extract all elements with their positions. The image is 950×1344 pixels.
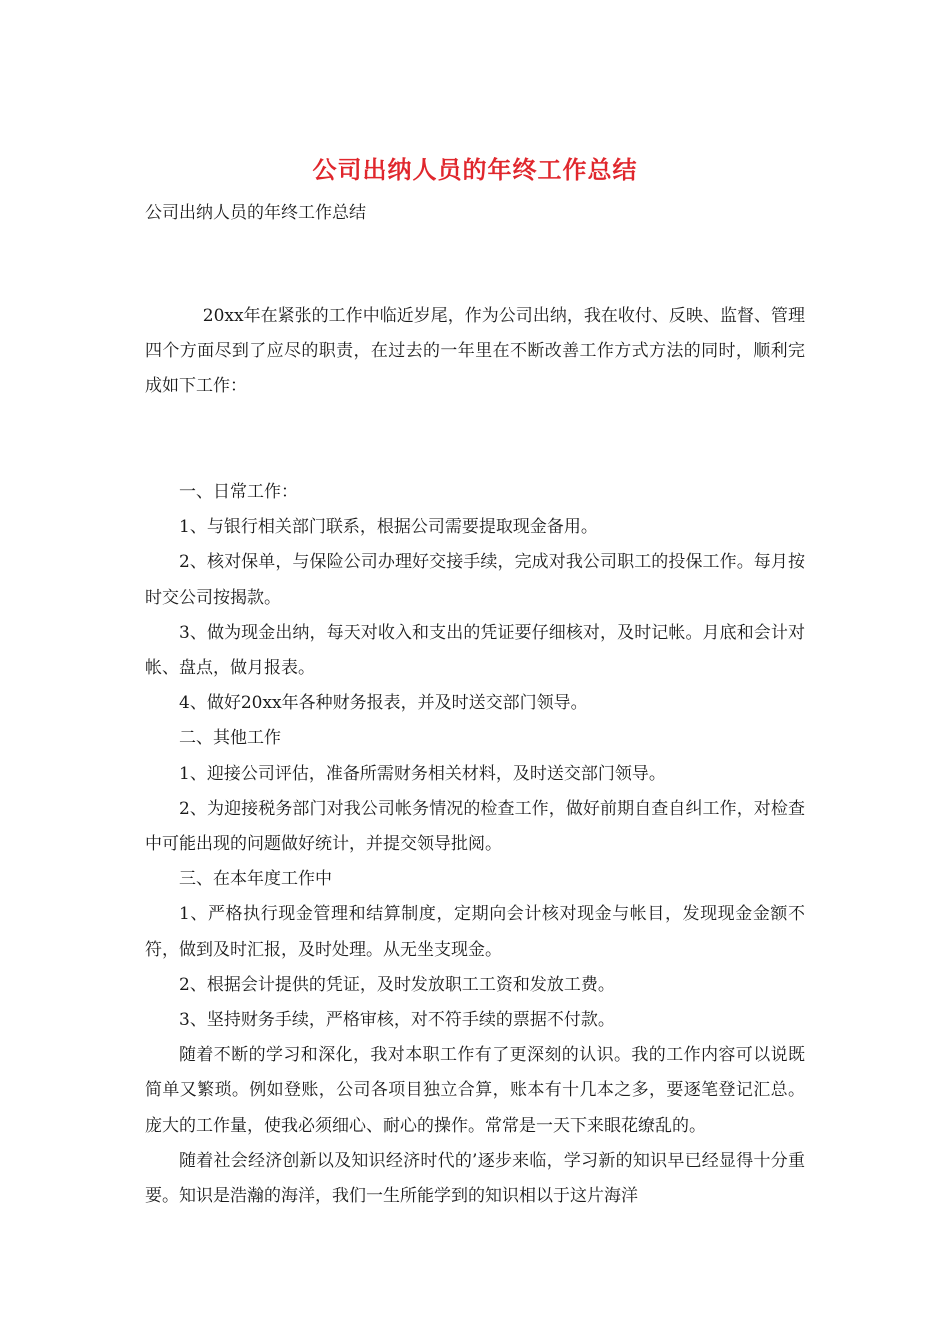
list-item: 1、严格执行现金管理和结算制度，定期向会计核对现金与帐目，发现现金金额不符，做到及时汇报，及时处理。从无坐支现金。: [145, 904, 805, 960]
section-heading-daily-work: 一、日常工作：: [179, 482, 298, 502]
list-item: 1、迎接公司评估，准备所需财务相关材料，及时送交部门领导。: [179, 763, 666, 784]
list-item: 3、坚持财务手续，严格审核，对不符手续的票据不付款。: [179, 1010, 615, 1031]
list-item: 2、核对保单，与保险公司办理好交接手续，完成对我公司职工的投保工作。每月按时交公司按揭款。: [145, 552, 805, 608]
paragraph: 随着社会经济创新以及知识经济时代的’逐步来临，学习新的知识早已经显得十分重要。知识是浩瀚的海洋，我们一生所能学到的知识相以于这片海洋: [145, 1150, 805, 1207]
list-item: 2、为迎接税务部门对我公司帐务情况的检查工作，做好前期自查自纠工作，对检查中可能出现的问题做好统计，并提交领导批阅。: [145, 798, 805, 855]
section-heading-other-work: 二、其他工作: [179, 728, 281, 749]
list-item: 3、做为现金出纳，每天对收入和支出的凭证要仔细核对，及时记帐。月底和会计对帐、盘点，做月报表。: [145, 622, 805, 679]
list-item: 1、与银行相关部门联系，根据公司需要提取现金备用。: [179, 517, 598, 538]
paragraph-intro: 20xx年在紧张的工作中临近岁尾，作为公司出纳，我在收付、反映、监督、管理四个方面尽到了应尽的职责，在过去的一年里在不断改善工作方式方法的同时，顺利完成如下工作：: [145, 306, 805, 397]
document-subtitle: 公司出纳人员的年终工作总结: [145, 203, 366, 223]
document-title: 公司出纳人员的年终工作总结: [312, 155, 638, 184]
paragraph: 随着不断的学习和深化，我对本职工作有了更深刻的认识。我的工作内容可以说既简单又繁琐。例如登账，公司各项目独立合算，账本有十几本之多，要逐笔登记汇总。庞大的工作量，使我必须细心、耐心的操作。常常是一天下来眼花缭乱的。: [145, 1045, 805, 1136]
paragraph-spacer: [145, 405, 805, 475]
section-heading-this-year: 三、在本年度工作中: [179, 869, 332, 890]
list-item: 4、做好20xx年各种财务报表，并及时送交部门领导。: [179, 693, 588, 714]
document-body: [145, 299, 805, 1214]
list-item: 2、根据会计提供的凭证，及时发放职工工资和发放工费。: [179, 974, 615, 995]
